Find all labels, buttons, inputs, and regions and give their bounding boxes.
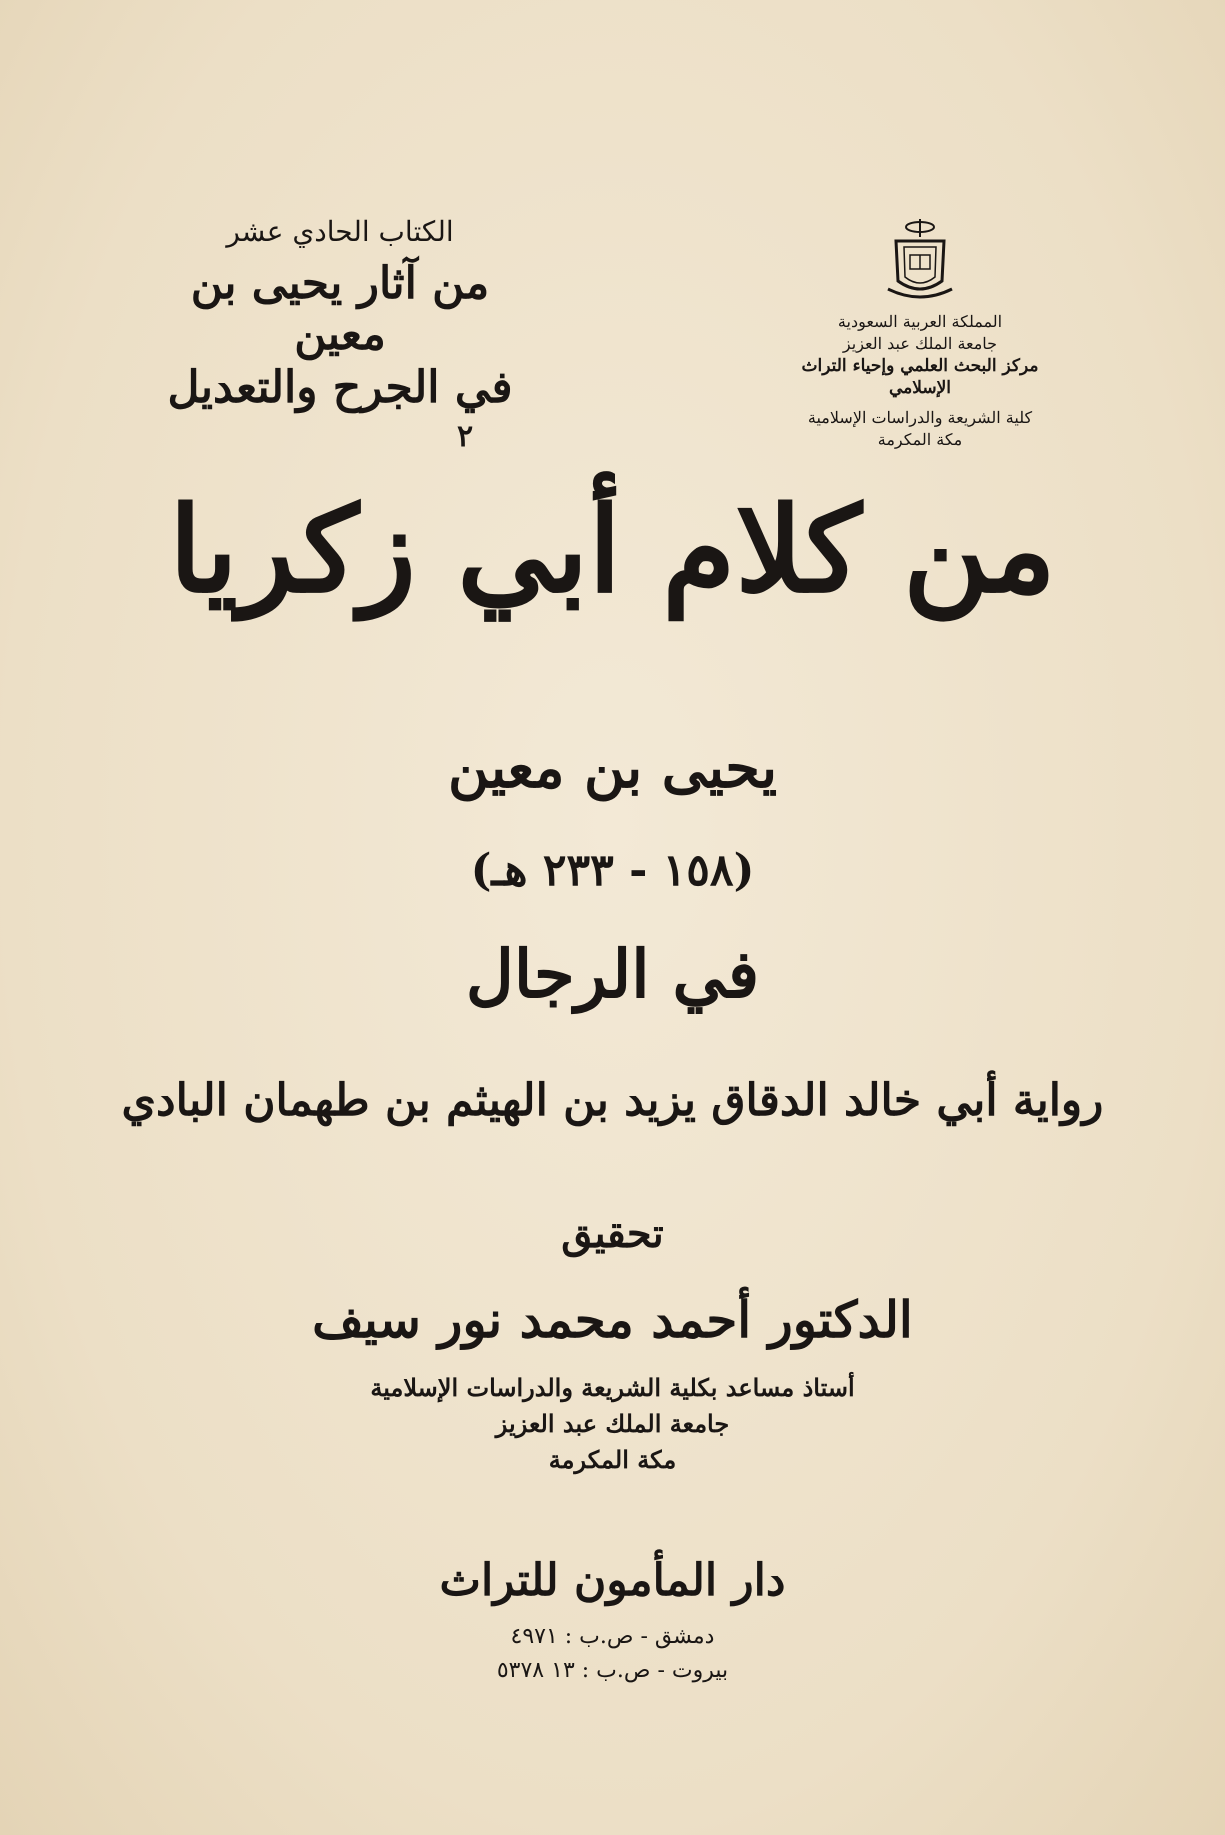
series-line-1: من آثار يحيى بن معين [190, 258, 490, 360]
series-block [160, 215, 520, 454]
editor-affiliation [0, 1370, 1225, 1478]
affiliation-line-3: مكة المكرمة [548, 1445, 677, 1474]
institution-line-5: مكة المكرمة [877, 430, 963, 449]
author-name: يحيى بن معين [447, 735, 778, 801]
address-line-1: دمشق - ص.ب : ٤٩٧١ [510, 1624, 715, 1649]
publisher-address [0, 1620, 1225, 1688]
institution-block [770, 215, 1070, 451]
institution-line-1: المملكة العربية السعودية [837, 312, 1003, 331]
university-emblem-icon [880, 215, 960, 305]
part-number: ٢ [456, 419, 474, 454]
publisher-name: دار المأمون للتراث [439, 1555, 786, 1606]
author-dates: (١٥٨ - ٢٣٣ هـ) [470, 845, 755, 896]
address-line-2: بيروت - ص.ب : ١٣ ٥٣٧٨ [496, 1658, 729, 1683]
tahqiq-label: تحقيق [561, 1210, 664, 1257]
affiliation-line-1: أستاذ مساعد بكلية الشريعة والدراسات الإسلامية [370, 1373, 855, 1402]
editor-name: الدكتور أحمد محمد نور سيف [312, 1290, 913, 1349]
book-number: الكتاب الحادي عشر [226, 215, 454, 248]
institution-line-2: جامعة الملك عبد العزيز [842, 334, 998, 353]
book-title: من كلام أبي زكريا [169, 480, 1056, 619]
institution-line-3: مركز البحث العلمي وإحياء التراث الإسلامي [801, 356, 1039, 398]
book-subject: في الرجال [465, 935, 760, 1013]
institution-line-4: كلية الشريعة والدراسات الإسلامية [807, 408, 1033, 427]
series-line-2: في الجرح والتعديل [167, 362, 513, 413]
narration-line: رواية أبي خالد الدقاق يزيد بن الهيثم بن طهمان البادي [121, 1075, 1104, 1126]
affiliation-line-2: جامعة الملك عبد العزيز [495, 1409, 730, 1438]
